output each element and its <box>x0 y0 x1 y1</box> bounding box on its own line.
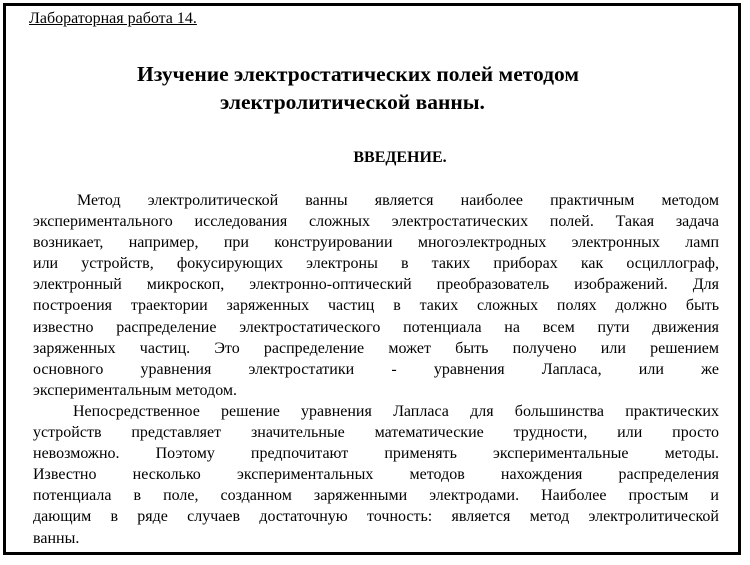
paragraph-line: дающим в ряде случаев достаточную точность: является метод электролитической <box>33 508 719 526</box>
paragraph-line: ванны. <box>33 529 80 547</box>
paragraph-line: потенциала в поле, созданном заряженными электродами. Наиболее простым и <box>33 487 719 505</box>
document-title <box>0 60 750 116</box>
paragraph-line: Известно несколько экспериментальных методов нахождения распределения <box>33 466 719 484</box>
paragraph-line: основного уравнения электростатики - уравнения Лапласа, или же <box>33 360 719 378</box>
lab-work-label: Лабораторная работа 14. <box>29 10 197 27</box>
paragraph-line: невозможно. Поэтому предпочитают применять экспериментальные методы. <box>33 445 719 463</box>
body-text <box>33 190 719 549</box>
paragraph-line: Метод электролитической ванны является наиболее практичным методом <box>77 192 719 209</box>
paragraph-line: устройств представляет значительные математические трудности, или просто <box>33 424 719 442</box>
paragraph-line: заряженных частиц. Это распределение может быть получено или решением <box>33 339 719 357</box>
paragraph-1 <box>33 190 719 401</box>
paragraph-line: электронный микроскоп, электронно-оптический преобразователь изображений. Для <box>33 276 719 294</box>
paragraph-2 <box>33 401 719 549</box>
paragraph-line: Непосредственное решение уравнения Лапласа для большинства практических <box>73 402 719 420</box>
paragraph-line: возникает, например, при конструировании многоэлектродных электронных ламп <box>33 234 719 252</box>
paragraph-line: или устройств, фокусирующих электроны в таких приборах как осциллограф, <box>33 255 719 273</box>
paragraph-line: построения траектории заряженных частиц в таких сложных полях должно быть <box>33 297 719 315</box>
title-line-2: электролитической ванны. <box>220 90 485 114</box>
paragraph-line: экспериментальным методом. <box>33 381 238 399</box>
paragraph-line: экспериментального исследования сложных электростатических полей. Такая задача <box>33 213 719 231</box>
title-line-1: Изучение электростатических полей методом <box>137 62 580 86</box>
paragraph-line: известно распределение электростатического потенциала на всем пути движения <box>33 318 719 336</box>
section-heading-introduction: ВВЕДЕНИЕ. <box>353 149 447 166</box>
